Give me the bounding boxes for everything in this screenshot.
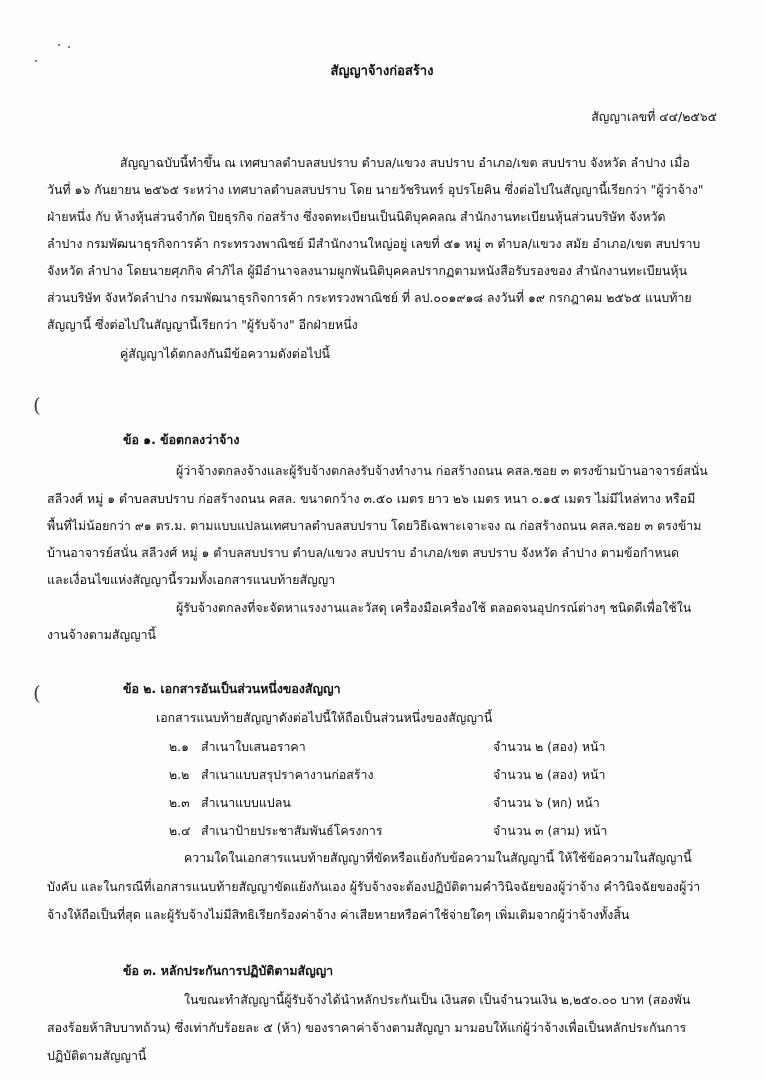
attachment-no: ๒.๔ — [169, 823, 191, 838]
clause-1-line: บ้านอาจารย์สนั่น สลีวงศ์ หมู่ ๑ ตำบลสบปราบ ตำบล/แขวง สบปราบ อำเภอ/เขต สบปราบ จังหวัด ลำปาง ตามข้อกำหนด — [47, 545, 680, 560]
attachment-count: จำนวน ๓ (สาม) หน้า — [493, 823, 608, 838]
attachment-no: ๒.๑ — [169, 739, 189, 754]
clause-1-line: สลีวงศ์ หมู่ ๑ ตำบลสบปราบ ก่อสร้างถนน คสล. ขนาดกว้าง ๓.๕๐ เมตร ยาว ๒๖ เมตร หนา ๐.๑๕ เมตร ไม่มีไหล่ทาง หรือมี — [47, 491, 696, 506]
contract-number: สัญญาเลขที่ ๔๔/๒๕๖๕ — [591, 109, 717, 124]
intro-line: ส่วนบริษัท จังหวัดลำปาง กรมพัฒนาธุรกิจการค้า กระทรวงพาณิชย์ ที่ ลป.๐๐๑๙๑๘ ลงวันที่ ๑๙ กรกฎาคม ๒๕๖๕ แนบท้าย — [47, 290, 692, 305]
clause-2-tail: ความใดในเอกสารแนบท้ายสัญญาที่ขัดหรือแย้งกับข้อความในสัญญานี้ ให้ใช้ข้อความในสัญญานี้ — [184, 850, 692, 865]
intro-line: ลำปาง กรมพัฒนาธุรกิจการค้า กระทรวงพาณิชย์ มีสำนักงานใหญ่อยู่ เลขที่ ๕๑ หมู่ ๓ ตำบล/แขวง สมัย อำเภอ/เขต สบปราบ — [47, 236, 701, 251]
intro-line: คู่สัญญาได้ตกลงกันมีข้อความดังต่อไปนี้ — [120, 346, 330, 361]
clause-1-heading: ข้อ ๑. ข้อตกลงว่าจ้าง — [123, 432, 240, 447]
attachment-count: จำนวน ๒ (สอง) หน้า — [493, 739, 606, 754]
clause-3-line: ในขณะทำสัญญานี้ผู้รับจ้างได้นำหลักประกันเป็น เงินสด เป็นจำนวนเงิน ๒,๒๕๐.๐๐ บาท (สองพัน — [184, 992, 691, 1007]
punch-hole-mark: ( — [33, 393, 41, 417]
punch-hole-mark: ( — [33, 681, 41, 705]
clause-1-line: งานจ้างตามสัญญานี้ — [47, 627, 157, 642]
attachment-no: ๒.๓ — [169, 795, 190, 810]
intro-line: จังหวัด ลำปาง โดยนายศุภกิจ คำภิไล ผู้มีอำนาจลงนามผูกพันนิติบุคคลปรากฏตามหนังสือรับรองของ สำนักงานทะเบียนหุ้น — [47, 263, 688, 278]
attachment-count: จำนวน ๒ (สอง) หน้า — [493, 767, 606, 782]
clause-1-line: ผู้ว่าจ้างตกลงจ้างและผู้รับจ้างตกลงรับจ้างทำงาน ก่อสร้างถนน คสล.ซอย ๓ ตรงข้ามบ้านอาจารย์สนั่น — [176, 463, 708, 478]
scan-speck — [58, 44, 60, 46]
clause-3-heading: ข้อ ๓. หลักประกันการปฏิบัติตามสัญญา — [123, 963, 334, 978]
clause-2-tail: บังคับ และในกรณีที่เอกสารแนบท้ายสัญญาขัดแย้งกันเอง ผู้รับจ้างจะต้องปฏิบัติตามคำวินิจฉัยของผู้ว่าจ้าง คำวินิจฉัยของผู้ว่า — [47, 879, 701, 894]
document-title: สัญญาจ้างก่อสร้าง — [330, 64, 434, 79]
intro-line: วันที่ ๑๖ กันยายน ๒๕๖๕ ระหว่าง เทศบาลตำบลสบปราบ โดย นายวัชรินทร์ อุปรโยคิน ซึ่งต่อไปในสัญญานี้เรียกว่า "ผู้ว่าจ้าง" — [47, 182, 704, 197]
clause-2-lead: เอกสารแนบท้ายสัญญาดังต่อไปนี้ให้ถือเป็นส่วนหนึ่งของสัญญานี้ — [156, 710, 493, 725]
intro-line: สัญญาฉบับนี้ทำขึ้น ณ เทศบาลตำบลสบปราบ ตำบล/แขวง สบปราบ อำเภอ/เขต สบปราบ จังหวัด ลำปาง เมื่อ — [120, 155, 690, 170]
clause-1-line: พื้นที่ไม่น้อยกว่า ๙๑ ตร.ม. ตามแบบแปลนเทศบาลตำบลสบปราบ โดยวิธีเฉพาะเจาะจง ณ ก่อสร้างถนน คสล.ซอย ๓ ตรงข้าม — [47, 518, 702, 533]
clause-2-tail: จ้างให้ถือเป็นที่สุด และผู้รับจ้างไม่มีสิทธิเรียกร้องค่าจ้าง ค่าเสียหายหรือค่าใช้จ่ายใดๆ เพิ่มเติมจากผู้ว่าจ้างทั้งสิ้น — [47, 907, 630, 922]
attachment-name: สำเนาแบบสรุปราคางานก่อสร้าง — [201, 767, 374, 782]
attachment-name: สำเนาป้ายประชาสัมพันธ์โครงการ — [201, 823, 383, 838]
clause-1-line: ผู้รับจ้างตกลงที่จะจัดหาแรงงานและวัสดุ เครื่องมือเครื่องใช้ ตลอดจนอุปกรณ์ต่างๆ ชนิดดีเพื่อใช้ใน — [176, 600, 692, 615]
clause-2-heading: ข้อ ๒. เอกสารอันเป็นส่วนหนึ่งของสัญญา — [123, 681, 341, 696]
scan-speck — [68, 46, 70, 48]
attachment-count: จำนวน ๖ (หก) หน้า — [493, 795, 600, 810]
attachment-name: สำเนาแบบแปลน — [201, 795, 291, 810]
intro-line: ฝ่ายหนึ่ง กับ ห้างหุ้นส่วนจำกัด ปิยธุรกิจ ก่อสร้าง ซึ่งจดทะเบียนเป็นนิติบุคคลณ สำนักงานทะเบียนหุ้นส่วนบริษัท จังหวัด — [47, 209, 666, 224]
attachment-no: ๒.๒ — [169, 767, 190, 782]
intro-line: สัญญานี้ ซึ่งต่อไปในสัญญานี้เรียกว่า "ผู้รับจ้าง" อีกฝ่ายหนึ่ง — [47, 317, 358, 332]
clause-1-line: และเงื่อนไขแห่งสัญญานี้รวมทั้งเอกสารแนบท้ายสัญญา — [47, 572, 336, 587]
clause-3-line: ปฏิบัติตามสัญญานี้ — [47, 1048, 147, 1063]
attachment-name: สำเนาใบเสนอราคา — [201, 739, 306, 754]
clause-3-line: สองร้อยห้าสิบบาทถ้วน) ซึ่งเท่ากับร้อยละ ๕ (ห้า) ของราคาค่าจ้างตามสัญญา มามอบให้แก่ผู้ว่าจ้างเพื่อเป็นหลักประกันการ — [47, 1020, 687, 1035]
